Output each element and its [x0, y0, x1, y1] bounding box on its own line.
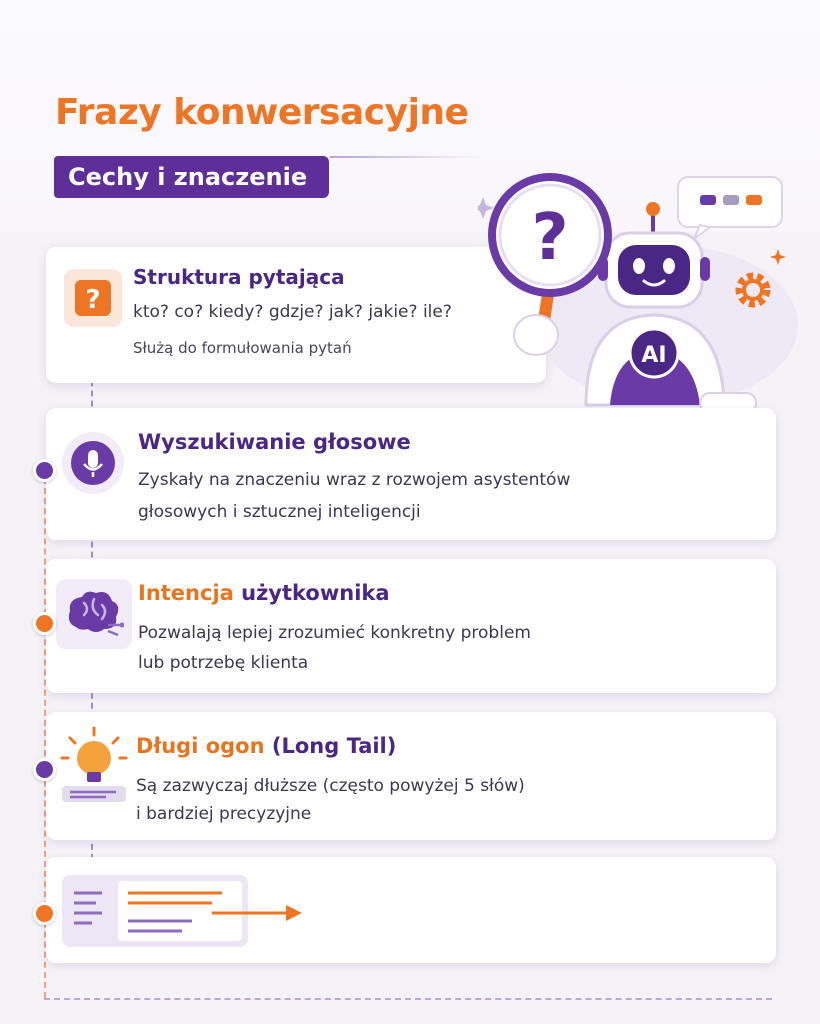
card-user-intent: [46, 559, 776, 693]
brain-icon: [56, 579, 132, 649]
card-long-tail: [46, 712, 776, 840]
card-title-rest: użytkownika: [233, 581, 390, 605]
card-title-highlight: Długi ogon: [136, 734, 265, 758]
question-icon: [64, 269, 122, 327]
robot-icon: [478, 165, 808, 415]
lightbulb-icon: [56, 726, 132, 806]
card-line: Są zazwyczaj dłuższe (często powyżej 5 słów): [136, 776, 525, 796]
card-empty: [46, 857, 776, 963]
timeline-dot: [33, 758, 56, 781]
subtitle-underline: [330, 156, 480, 158]
subtitle-banner: [54, 156, 329, 198]
card-line: Pozwalają lepiej zrozumieć konkretny problem: [138, 623, 531, 643]
timeline-dot: [33, 902, 56, 925]
card-title: Struktura pytająca: [133, 265, 345, 289]
microphone-icon: [62, 432, 124, 494]
card-line: Zyskały na znaczeniu wraz z rozwojem asystentów: [138, 470, 571, 490]
document-arrow-icon: [62, 875, 307, 947]
page-subtitle: Cechy i znaczenie: [68, 163, 308, 191]
card-line: i bardziej precyzyjne: [136, 804, 312, 824]
card-title-highlight: Intencja: [138, 581, 234, 605]
card-voice-search: [46, 408, 776, 540]
card-title: [138, 581, 390, 605]
card-line: lub potrzebę klienta: [138, 653, 309, 673]
timeline-bottom-line: [44, 998, 772, 1000]
card-title-rest: (Long Tail): [264, 734, 397, 758]
card-line: kto? co? kiedy? gdzje? jak? jakie? ile?: [133, 302, 452, 322]
card-title: [136, 734, 396, 758]
page-title: Frazy konwersacyjne: [55, 92, 469, 133]
svg-text:AI: AI: [641, 343, 667, 368]
card-line: Służą do formułowania pytań: [133, 339, 352, 357]
card-question-structure: [46, 247, 546, 383]
timeline-dot: [33, 459, 56, 482]
svg-text:?: ?: [531, 201, 569, 275]
card-line: głosowych i sztucznej inteligencji: [138, 502, 421, 522]
svg-text:?: ?: [85, 285, 101, 315]
robot-illustration: [478, 165, 808, 415]
card-title: Wyszukiwanie głosowe: [138, 430, 411, 454]
timeline-dot: [33, 612, 56, 635]
